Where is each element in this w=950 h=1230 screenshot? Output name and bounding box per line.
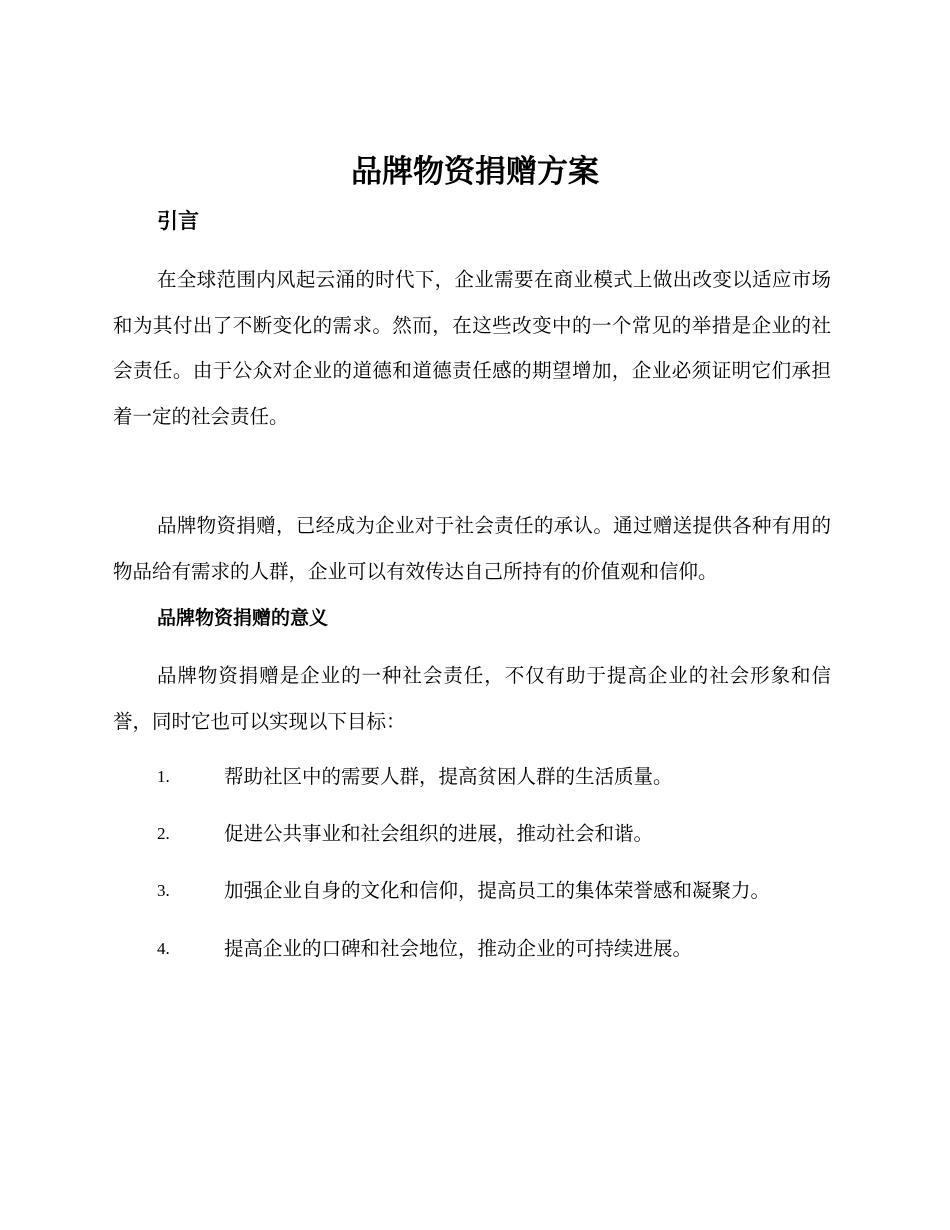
- document-title: 品牌物资捐赠方案: [351, 154, 599, 190]
- list-item: [0, 874, 950, 908]
- list-item: [0, 817, 950, 851]
- list-item-number: 1.: [157, 767, 170, 786]
- list-item: [0, 932, 950, 966]
- list-item: [0, 760, 950, 794]
- list-item-number: 2.: [157, 824, 170, 843]
- list-item-number: 4.: [157, 939, 170, 958]
- paragraph-significance-1: 品牌物资捐赠是企业的一种社会责任，不仅有助于提高企业的社会形象和信誉，同时它也可以实现以下目标：: [113, 664, 831, 733]
- paragraph-introduction-1: 在全球范围内风起云涌的时代下，企业需要在商业模式上做出改变以适应市场和为其付出了不断变化的需求。然而，在这些改变中的一个常见的举措是企业的社会责任。由于公众对企业的道德和道德责任感的期望增加，企业必须证明它们承担着一定的社会责任。: [113, 268, 831, 428]
- list-item-text: 加强企业自身的文化和信仰，提高员工的集体荣誉感和凝聚力。: [224, 879, 771, 902]
- list-item-text: 帮助社区中的需要人群，提高贫困人群的生活质量。: [224, 765, 673, 788]
- list-item-text: 提高企业的口碑和社会地位，推动企业的可持续进展。: [224, 937, 693, 960]
- list-item-number: 3.: [157, 881, 170, 900]
- section-heading-significance: 品牌物资捐赠的意义: [157, 607, 329, 629]
- paragraph-introduction-2: 品牌物资捐赠，已经成为企业对于社会责任的承认。通过赠送提供各种有用的物品给有需求的人群，企业可以有效传达自己所持有的价值观和信仰。: [113, 514, 831, 583]
- list-item-text: 促进公共事业和社会组织的进展，推动社会和谐。: [224, 822, 654, 845]
- section-heading-introduction: 引言: [157, 209, 199, 233]
